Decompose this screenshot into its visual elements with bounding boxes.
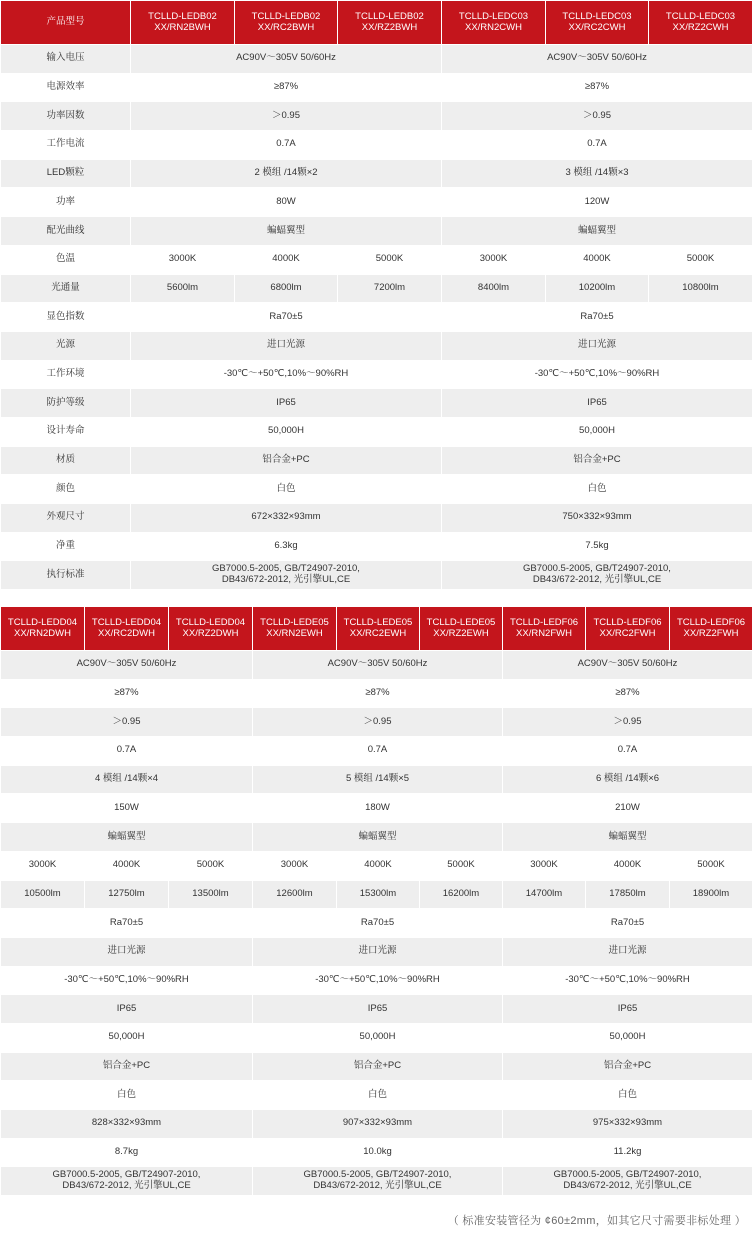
group-value-cell: 铝合金+PC [131, 446, 442, 475]
value-cell: 6800lm [235, 274, 338, 303]
group-value-cell: 进口光源 [503, 937, 752, 966]
model-header [670, 607, 752, 651]
table-row [1, 1110, 752, 1139]
row-label: 功率因数 [1, 102, 131, 131]
group-value-cell-line: DB43/672-2012, 光引擎UL,CE [313, 1180, 442, 1192]
value-cell: 3000K [442, 245, 546, 274]
group-value-cell: Ra70±5 [503, 909, 752, 938]
model-header-line: TCLLD-LEDF06 [593, 616, 662, 628]
group-value-cell [442, 561, 752, 590]
row-label: 光源 [1, 331, 131, 360]
model-header-line: XX/RC2EWH [349, 627, 407, 639]
value-cell: 5600lm [131, 274, 235, 303]
group-value-cell: ＞0.95 [131, 102, 442, 131]
table-row [1, 504, 752, 533]
group-value-cell: -30℃～+50℃,10%～90%RH [131, 360, 442, 389]
value-cell: 3000K [253, 851, 337, 880]
table-row [1, 708, 752, 737]
model-header [586, 607, 670, 651]
header-row [1, 607, 752, 651]
value-cell: 18900lm [670, 880, 752, 909]
table-row [1, 966, 752, 995]
group-value-cell-line: GB7000.5-2005, GB/T24907-2010, [52, 1169, 201, 1181]
group-value-cell: 0.7A [1, 737, 253, 766]
model-header-line: XX/RC2FWH [599, 627, 656, 639]
group-value-cell: ≥87% [131, 73, 442, 102]
group-value-cell: ≥87% [253, 679, 503, 708]
table-row [1, 102, 752, 131]
group-value-cell: ≥87% [503, 679, 752, 708]
table-row [1, 651, 752, 680]
group-value-cell: 0.7A [131, 131, 442, 160]
group-value-cell: 0.7A [253, 737, 503, 766]
group-value-cell: 672×332×93mm [131, 504, 442, 533]
group-value-cell: AC90V～305V 50/60Hz [503, 651, 752, 680]
value-cell: 3000K [503, 851, 586, 880]
value-cell: 13500lm [169, 880, 253, 909]
group-value-cell: -30℃～+50℃,10%～90%RH [442, 360, 752, 389]
model-header-line: TCLLD-LEDE05 [426, 616, 496, 628]
model-header-line: XX/RN2FWH [516, 627, 572, 639]
row-label: 工作电流 [1, 131, 131, 160]
table-row [1, 73, 752, 102]
group-value-cell: IP65 [1, 995, 253, 1024]
group-value-cell [503, 1167, 752, 1196]
group-value-cell: 50,000H [442, 417, 752, 446]
group-value-cell [253, 1167, 503, 1196]
model-header-line: TCLLD-LEDF06 [676, 616, 746, 628]
model-header-line: XX/RC2BWH [257, 21, 315, 33]
group-value-cell: 150W [1, 794, 253, 823]
group-value-cell: 铝合金+PC [503, 1052, 752, 1081]
group-value-cell-line: DB43/672-2012, 光引擎UL,CE [221, 574, 351, 586]
row-label: 工作环境 [1, 360, 131, 389]
value-cell: 12750lm [85, 880, 169, 909]
value-cell: 5000K [420, 851, 503, 880]
group-value-cell: 8.7kg [1, 1138, 253, 1167]
value-cell: 15300lm [337, 880, 420, 909]
group-value-cell: ＞0.95 [503, 708, 752, 737]
group-value-cell: 3 模组 /14颗×3 [442, 159, 752, 188]
table-row [1, 1138, 752, 1167]
model-header-line: XX/RN2BWH [154, 21, 211, 33]
value-cell: 14700lm [503, 880, 586, 909]
table-row [1, 131, 752, 160]
table-row [1, 1052, 752, 1081]
value-cell: 5000K [670, 851, 752, 880]
group-value-cell: 7.5kg [442, 532, 752, 561]
group-value-cell: 0.7A [442, 131, 752, 160]
group-value-cell-line: DB43/672-2012, 光引擎UL,CE [62, 1180, 191, 1192]
table-row [1, 532, 752, 561]
value-cell: 5000K [169, 851, 253, 880]
group-value-cell: -30℃～+50℃,10%～90%RH [503, 966, 752, 995]
model-header-line: XX/RN2DWH [13, 627, 71, 639]
model-header-line: XX/RC2CWH [568, 21, 626, 33]
model-header [131, 1, 235, 45]
table-row [1, 446, 752, 475]
model-header [546, 1, 649, 45]
value-cell: 17850lm [586, 880, 670, 909]
table-row [1, 823, 752, 852]
group-value-cell: 进口光源 [131, 331, 442, 360]
value-cell: 4000K [85, 851, 169, 880]
table-row [1, 679, 752, 708]
row-label: 光通量 [1, 274, 131, 303]
group-value-cell: 120W [442, 188, 752, 217]
table-row [1, 245, 752, 274]
group-value-cell: 50,000H [503, 1023, 752, 1052]
group-value-cell: 50,000H [131, 417, 442, 446]
group-value-cell: AC90V～305V 50/60Hz [1, 651, 253, 680]
model-header-line: TCLLD-LEDC03 [458, 10, 529, 22]
group-value-cell: 蝙蝠翼型 [253, 823, 503, 852]
table-row [1, 159, 752, 188]
group-value-cell [1, 1167, 253, 1196]
model-header-line: XX/RN2CWH [464, 21, 522, 33]
table-row [1, 274, 752, 303]
table-row [1, 880, 752, 909]
group-value-cell-line: GB7000.5-2005, GB/T24907-2010, [553, 1169, 702, 1181]
group-value-cell: 180W [253, 794, 503, 823]
model-header-line: TCLLD-LEDE05 [260, 616, 329, 628]
table-row [1, 561, 752, 590]
value-cell: 10800lm [649, 274, 752, 303]
group-value-cell: 进口光源 [442, 331, 752, 360]
group-value-cell: 白色 [503, 1081, 752, 1110]
model-header [337, 607, 420, 651]
table-row [1, 217, 752, 246]
row-label: 防护等级 [1, 389, 131, 418]
group-value-cell: 6 模组 /14颗×6 [503, 765, 752, 794]
model-header [1, 607, 85, 651]
spec-table-1 [0, 0, 752, 590]
value-cell: 4000K [546, 245, 649, 274]
row-label: 执行标准 [1, 561, 131, 590]
value-cell: 3000K [131, 245, 235, 274]
model-header-line: TCLLD-LEDC03 [562, 10, 632, 22]
model-header [420, 607, 503, 651]
model-header-line: TCLLD-LEDD04 [175, 616, 246, 628]
group-value-cell: 白色 [253, 1081, 503, 1110]
value-cell: 7200lm [338, 274, 442, 303]
table-row [1, 909, 752, 938]
group-value-cell [131, 561, 442, 590]
group-value-cell: ＞0.95 [253, 708, 503, 737]
group-value-cell: AC90V～305V 50/60Hz [442, 45, 752, 74]
model-header-line: TCLLD-LEDD04 [91, 616, 162, 628]
group-value-cell: 蝙蝠翼型 [131, 217, 442, 246]
value-cell: 16200lm [420, 880, 503, 909]
group-value-cell: -30℃～+50℃,10%～90%RH [1, 966, 253, 995]
group-value-cell: AC90V～305V 50/60Hz [253, 651, 503, 680]
model-header [235, 1, 338, 45]
group-value-cell: -30℃～+50℃,10%～90%RH [253, 966, 503, 995]
group-value-cell: 210W [503, 794, 752, 823]
model-header-line: TCLLD-LEDC03 [665, 10, 736, 22]
model-header [442, 1, 546, 45]
group-value-cell: 6.3kg [131, 532, 442, 561]
group-value-cell-line: GB7000.5-2005, GB/T24907-2010, [303, 1169, 452, 1181]
group-value-cell: IP65 [253, 995, 503, 1024]
value-cell: 10200lm [546, 274, 649, 303]
group-value-cell: 750×332×93mm [442, 504, 752, 533]
label-header: 产品型号 [1, 1, 131, 45]
model-header-line: XX/RZ2BWH [361, 21, 418, 33]
group-value-cell: 828×332×93mm [1, 1110, 253, 1139]
table-row [1, 417, 752, 446]
row-label: 材质 [1, 446, 131, 475]
installation-footnote: （ 标准安装管径为 ¢60±2mm，如其它尺寸需要非标处理 ） [447, 1215, 746, 1227]
row-label: 色温 [1, 245, 131, 274]
group-value-cell: Ra70±5 [131, 303, 442, 332]
value-cell: 8400lm [442, 274, 546, 303]
group-value-cell-line: GB7000.5-2005, GB/T24907-2010, [523, 563, 671, 575]
group-value-cell: IP65 [131, 389, 442, 418]
table-row [1, 389, 752, 418]
group-value-cell: ≥87% [1, 679, 253, 708]
group-value-cell: 50,000H [1, 1023, 253, 1052]
model-header-line: XX/RZ2FWH [683, 627, 739, 639]
group-value-cell: 907×332×93mm [253, 1110, 503, 1139]
group-value-cell: 进口光源 [253, 937, 503, 966]
row-label: 功率 [1, 188, 131, 217]
group-value-cell: 白色 [442, 475, 752, 504]
group-value-cell: 975×332×93mm [503, 1110, 752, 1139]
value-cell: 4000K [235, 245, 338, 274]
table-row [1, 851, 752, 880]
value-cell: 5000K [338, 245, 442, 274]
group-value-cell: 铝合金+PC [442, 446, 752, 475]
group-value-cell: 50,000H [253, 1023, 503, 1052]
model-header [503, 607, 586, 651]
table-row [1, 331, 752, 360]
model-header-line: TCLLD-LEDB02 [148, 10, 217, 22]
row-label: 配光曲线 [1, 217, 131, 246]
table-row [1, 1167, 752, 1196]
row-label: 输入电压 [1, 45, 131, 74]
group-value-cell: 白色 [131, 475, 442, 504]
group-value-cell: 10.0kg [253, 1138, 503, 1167]
group-value-cell: AC90V～305V 50/60Hz [131, 45, 442, 74]
group-value-cell: ＞0.95 [1, 708, 253, 737]
group-value-cell: 铝合金+PC [1, 1052, 253, 1081]
row-label: 净重 [1, 532, 131, 561]
group-value-cell: 白色 [1, 1081, 253, 1110]
group-value-cell: 铝合金+PC [253, 1052, 503, 1081]
group-value-cell: 4 模组 /14颗×4 [1, 765, 253, 794]
model-header [338, 1, 442, 45]
group-value-cell: Ra70±5 [1, 909, 253, 938]
model-header [649, 1, 752, 45]
group-value-cell-line: GB7000.5-2005, GB/T24907-2010, [212, 563, 360, 575]
model-header-line: TCLLD-LEDD04 [7, 616, 78, 628]
group-value-cell: 蝙蝠翼型 [1, 823, 253, 852]
table-row [1, 995, 752, 1024]
group-value-cell: 80W [131, 188, 442, 217]
group-value-cell: Ra70±5 [442, 303, 752, 332]
row-label: 设计寿命 [1, 417, 131, 446]
group-value-cell: 5 模组 /14颗×5 [253, 765, 503, 794]
table-row [1, 360, 752, 389]
model-header [253, 607, 337, 651]
group-value-cell: ≥87% [442, 73, 752, 102]
group-value-cell: IP65 [442, 389, 752, 418]
table-row [1, 1023, 752, 1052]
model-header-line: TCLLD-LEDB02 [251, 10, 321, 22]
group-value-cell: 11.2kg [503, 1138, 752, 1167]
table-row [1, 737, 752, 766]
table-row [1, 794, 752, 823]
group-value-cell: 2 模组 /14颗×2 [131, 159, 442, 188]
table-row [1, 937, 752, 966]
row-label: LED颗粒 [1, 159, 131, 188]
model-header-line: XX/RZ2DWH [182, 627, 239, 639]
model-header [85, 607, 169, 651]
group-value-cell: ＞0.95 [442, 102, 752, 131]
group-value-cell: 蝙蝠翼型 [442, 217, 752, 246]
value-cell: 4000K [586, 851, 670, 880]
table-row [1, 45, 752, 74]
model-header-line: TCLLD-LEDF06 [509, 616, 579, 628]
model-header-line: TCLLD-LEDE05 [343, 616, 413, 628]
value-cell: 5000K [649, 245, 752, 274]
group-value-cell-line: DB43/672-2012, 光引擎UL,CE [532, 574, 662, 586]
spec-table-2 [0, 606, 752, 1196]
model-header-line: XX/RZ2EWH [433, 627, 489, 639]
table-row [1, 1081, 752, 1110]
row-label: 电源效率 [1, 73, 131, 102]
group-value-cell: 进口光源 [1, 937, 253, 966]
row-label: 颜色 [1, 475, 131, 504]
model-header-line: XX/RZ2CWH [672, 21, 729, 33]
model-header-line: TCLLD-LEDB02 [355, 10, 424, 22]
table-row [1, 765, 752, 794]
model-header [169, 607, 253, 651]
value-cell: 3000K [1, 851, 85, 880]
table-row [1, 303, 752, 332]
value-cell: 4000K [337, 851, 420, 880]
model-header-line: XX/RC2DWH [97, 627, 155, 639]
header-row [1, 1, 752, 45]
table-row [1, 188, 752, 217]
table-row [1, 475, 752, 504]
group-value-cell: 0.7A [503, 737, 752, 766]
group-value-cell-line: DB43/672-2012, 光引擎UL,CE [563, 1180, 692, 1192]
group-value-cell: 蝙蝠翼型 [503, 823, 752, 852]
row-label: 显色指数 [1, 303, 131, 332]
model-header-line: XX/RN2EWH [266, 627, 323, 639]
row-label: 外观尺寸 [1, 504, 131, 533]
value-cell: 10500lm [1, 880, 85, 909]
group-value-cell: IP65 [503, 995, 752, 1024]
value-cell: 12600lm [253, 880, 337, 909]
group-value-cell: Ra70±5 [253, 909, 503, 938]
